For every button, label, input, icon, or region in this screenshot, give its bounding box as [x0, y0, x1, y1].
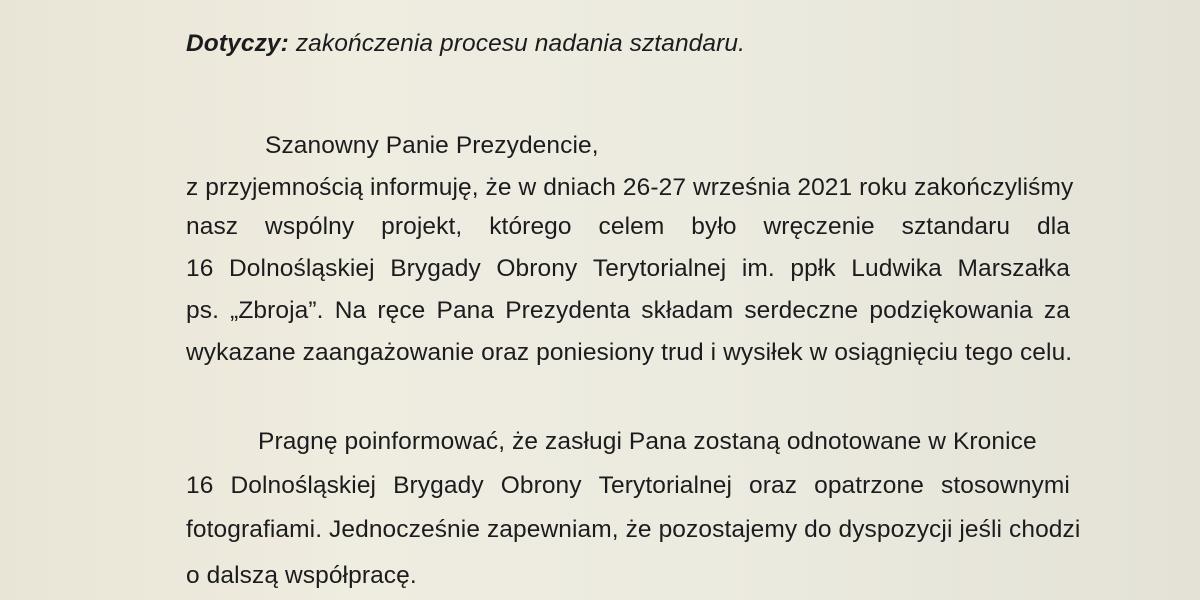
word: „Zbroja”. [230, 297, 324, 324]
word: stosownymi [940, 472, 1070, 499]
p1-line2 [186, 212, 1070, 242]
subject-label: Dotyczy: [186, 30, 289, 57]
word: Pana [436, 297, 495, 324]
letter-page [186, 0, 1081, 600]
word: Dolnośląskiej [229, 255, 375, 282]
p2-line4 [186, 561, 1070, 591]
word: 16 [186, 472, 214, 499]
word: sztandaru [901, 213, 1011, 240]
p2-line2 [186, 471, 1070, 501]
greeting [265, 131, 599, 161]
word: Brygady [393, 472, 484, 499]
subject-line [186, 29, 1070, 59]
word: ppłk [790, 255, 836, 282]
word: dla [1037, 213, 1070, 240]
p2-line1 [258, 427, 1070, 457]
p1-line5 [186, 338, 1073, 368]
p1-line1 [186, 173, 1074, 203]
p1-line5-text: wykazane zaangażowanie oraz poniesiony trud i wysiłek w osiągnięciu tego celu. [186, 339, 1073, 366]
word: za [1043, 297, 1070, 324]
word: nasz [186, 213, 239, 240]
word: oraz [749, 472, 798, 499]
word: Terytorialnej [592, 255, 727, 282]
word: Ludwika [851, 255, 942, 282]
word: wręczenie [763, 213, 875, 240]
word: serdeczne [744, 297, 859, 324]
word: Marszałka [957, 255, 1070, 282]
word: 16 [186, 255, 214, 282]
word: celem [598, 213, 665, 240]
p1-line4 [186, 296, 1070, 326]
word: Prezydenta [505, 297, 631, 324]
word: Obrony [500, 472, 582, 499]
word: Dolnośląskiej [230, 472, 377, 499]
word: Brygady [390, 255, 481, 282]
subject-text: zakończenia procesu nadania sztandaru. [295, 30, 746, 57]
p2-line3-text: fotografiami. Jednocześnie zapewniam, że pozostajemy do dyspozycji jeśli chodzi [186, 516, 1081, 543]
p2-line3 [186, 515, 1081, 545]
p1-line3 [186, 254, 1070, 284]
word: którego [489, 213, 572, 240]
word: Terytorialnej [598, 472, 733, 499]
p2-line4-text: o dalszą współpracę. [186, 562, 417, 589]
p1-line1-text: z przyjemnością informuję, że w dniach 26-27 września 2021 roku zakończyliśmy [186, 174, 1074, 201]
greeting-text: Szanowny Panie Prezydencie, [265, 132, 599, 159]
word: im. [741, 255, 775, 282]
p2-line1-text: Pragnę poinformować, że zasługi Pana zostaną odnotowane w Kronice [258, 428, 1037, 455]
word: opatrzone [814, 472, 924, 499]
word: ręce [377, 297, 426, 324]
word: projekt, [381, 213, 463, 240]
word: było [691, 213, 737, 240]
word: Obrony [496, 255, 578, 282]
word: składam [641, 297, 734, 324]
word: podziękowania [869, 297, 1033, 324]
word: wspólny [265, 213, 355, 240]
word: ps. [186, 297, 219, 324]
word: Na [334, 297, 367, 324]
